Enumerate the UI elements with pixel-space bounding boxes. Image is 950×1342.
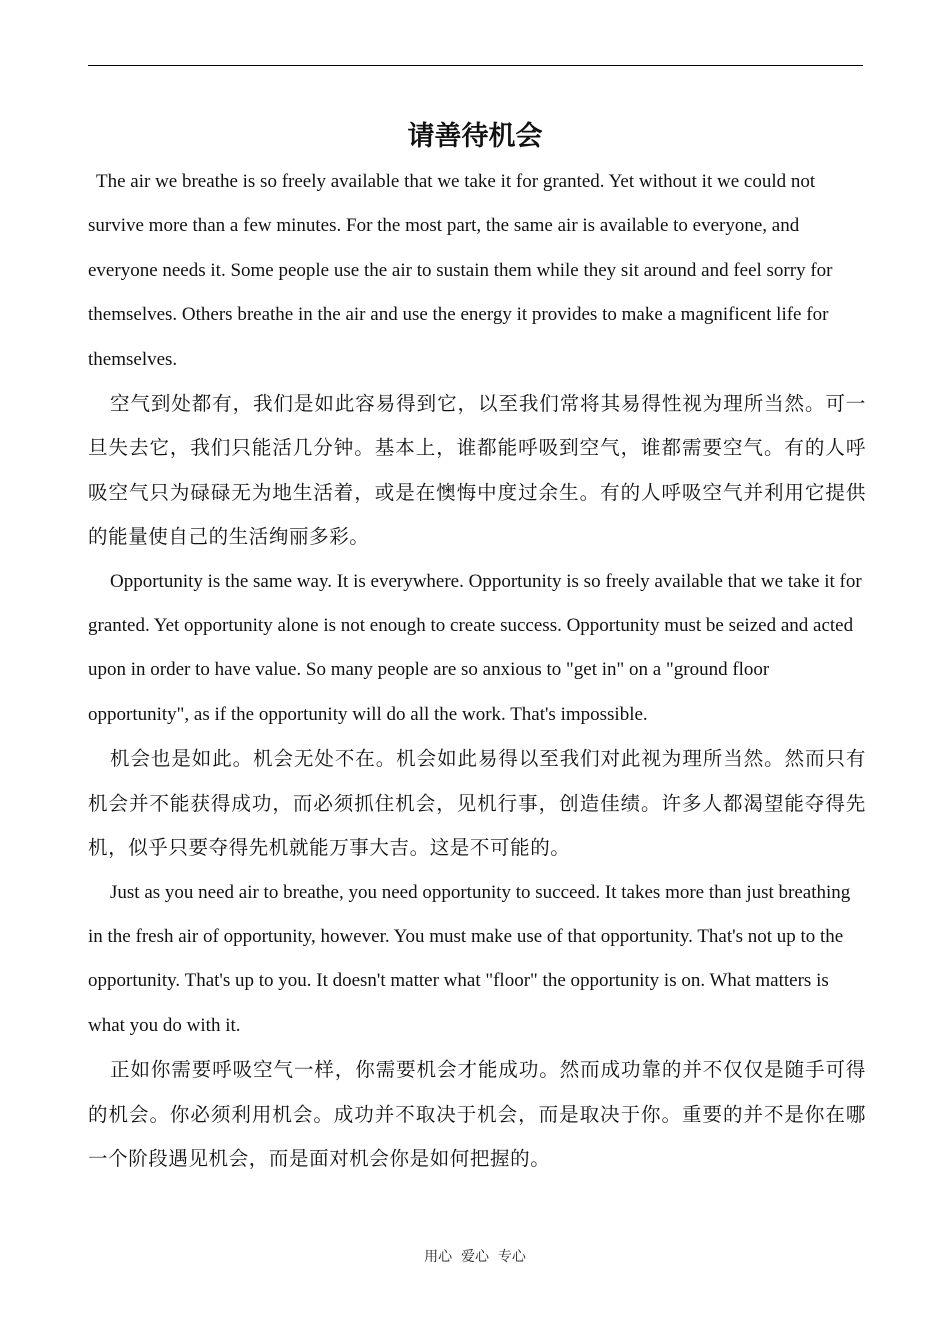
page-footer: 用心 爱心 专心 — [424, 1249, 526, 1265]
document-title: 请善待机会 — [407, 121, 543, 152]
paragraph-chinese-opportunity: 机会也是如此。机会无处不在。机会如此易得以至我们对此视为理所当然。然而只有机会并不能获得成功，而必须抓住机会，见机行事，创造佳绩。许多人都渴望能夺得先机，似乎只要夺得先机就能万事大吉。这是不可能的。 — [88, 747, 866, 860]
document-body — [88, 160, 866, 1181]
paragraph-english-air: The air we breathe is so freely available that we take it for granted. Yet without it we could not survive more than a few minutes. For the most part, the same air is available to everyone, and everyone needs it. Some people use the air to sustain them while they sit around and feel sorry for themselves. Others breathe in the air and use the energy it provides to make a magnificent life for themselves. — [88, 171, 833, 370]
paragraph-chinese-air: 空气到处都有，我们是如此容易得到它，以至我们常将其易得性视为理所当然。可一旦失去它，我们只能活几分钟。基本上，谁都能呼吸到空气，谁都需要空气。有的人呼吸空气只为碌碌无为地生活着，或是在懊悔中度过余生。有的人呼吸空气并利用它提供的能量使自己的生活绚丽多彩。 — [88, 392, 866, 549]
header-rule — [88, 65, 863, 66]
paragraph-english-succeed: Just as you need air to breathe, you need opportunity to succeed. It takes more than just breathing in the fresh air of opportunity, however. You must make use of that opportunity. That's not up to the opportunity. That's up to you. It doesn't matter what "floor" the opportunity is on. What matters is what you do with it. — [88, 881, 851, 1036]
paragraph-chinese-succeed: 正如你需要呼吸空气一样，你需要机会才能成功。然而成功靠的并不仅仅是随手可得的机会。你必须利用机会。成功并不取决于机会，而是取决于你。重要的并不是你在哪一个阶段遇见机会，而是面对机会你是如何把握的。 — [88, 1058, 866, 1170]
paragraph-english-opportunity: Opportunity is the same way. It is everywhere. Opportunity is so freely available that we take it for granted. Yet opportunity alone is not enough to create success. Opportunity must be seized and acted upon in order to have value. So many people are so anxious to "get in" on a "ground floor opportunity", as if the opportunity will do all the work. That's impossible. — [88, 570, 862, 725]
